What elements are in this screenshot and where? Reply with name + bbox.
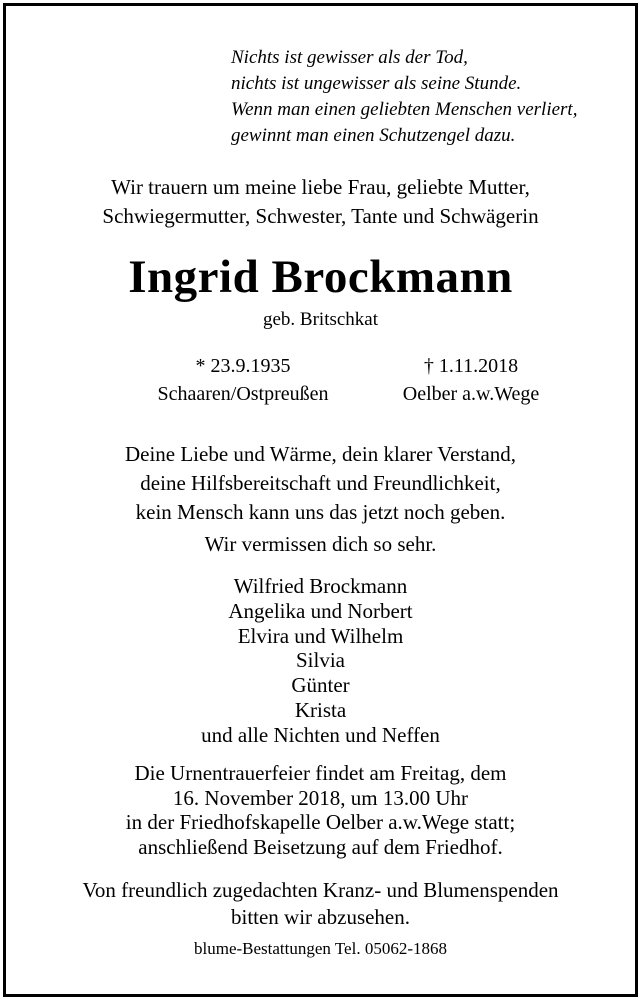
service-line: anschließend Beisetzung auf dem Friedhof. — [138, 834, 503, 859]
mourning-intro — [6, 173, 635, 231]
birth-info — [118, 352, 368, 408]
service-line: 16. November 2018, um 13.00 Uhr — [172, 785, 469, 810]
mourners-list — [6, 574, 635, 748]
mourner-name: und alle Nichten und Neffen — [201, 722, 440, 747]
flowers-note — [6, 877, 635, 931]
service-line: Die Urnentrauerfeier findet am Freitag, dem — [134, 761, 507, 785]
mourner-name: Angelika und Norbert — [228, 598, 413, 623]
memorial-poem — [6, 440, 635, 527]
deceased-name: Ingrid Brockmann — [128, 251, 513, 303]
quote-line: Nichts ist gewisser als der Tod, — [231, 47, 468, 68]
funeral-service-info — [6, 761, 635, 859]
mourner-name: Günter — [291, 673, 350, 698]
intro-line: Schwiegermutter, Schwester, Tante und Schwägerin — [102, 204, 539, 228]
birth-date: * 23.9.1935 — [195, 355, 291, 377]
quote-line: gewinnt man einen Schutzengel dazu. — [231, 125, 516, 146]
obituary-notice — [3, 3, 638, 997]
birth-place: Schaaren/Ostpreußen — [157, 383, 329, 405]
death-place: Oelber a.w.Wege — [402, 383, 540, 405]
poem-closing: Wir vermissen dich so sehr. — [204, 532, 437, 556]
mourner-name: Wilfried Brockmann — [233, 574, 408, 598]
quote-line: Wenn man einen geliebten Menschen verliert, — [231, 99, 578, 120]
mourner-name: Krista — [294, 697, 347, 722]
death-date: † 1.11.2018 — [423, 355, 519, 377]
poem-line: Deine Liebe und Wärme, dein klarer Verstand, — [124, 442, 517, 466]
maiden-name: geb. Britschkat — [262, 309, 379, 330]
poem-line: deine Hilfsbereitschaft und Freundlichkeit, — [140, 471, 501, 495]
note-line: Von freundlich zugedachten Kranz- und Blumenspenden — [82, 878, 559, 902]
quote-line: nichts ist ungewisser als seine Stunde. — [231, 73, 522, 94]
poem-line: kein Mensch kann uns das jetzt noch geben. — [135, 500, 506, 524]
mourner-name: Silvia — [295, 648, 345, 673]
note-line: bitten wir abzusehen. — [230, 905, 411, 929]
undertaker-contact: blume-Bestattungen Tel. 05062-1868 — [194, 939, 447, 958]
service-line: in der Friedhofskapelle Oelber a.w.Wege statt; — [125, 810, 516, 834]
mourner-name: Elvira und Wilhelm — [237, 623, 404, 648]
death-info — [346, 352, 596, 408]
opening-quote — [231, 45, 577, 149]
intro-line: Wir trauern um meine liebe Frau, geliebte Mutter, — [111, 175, 530, 199]
